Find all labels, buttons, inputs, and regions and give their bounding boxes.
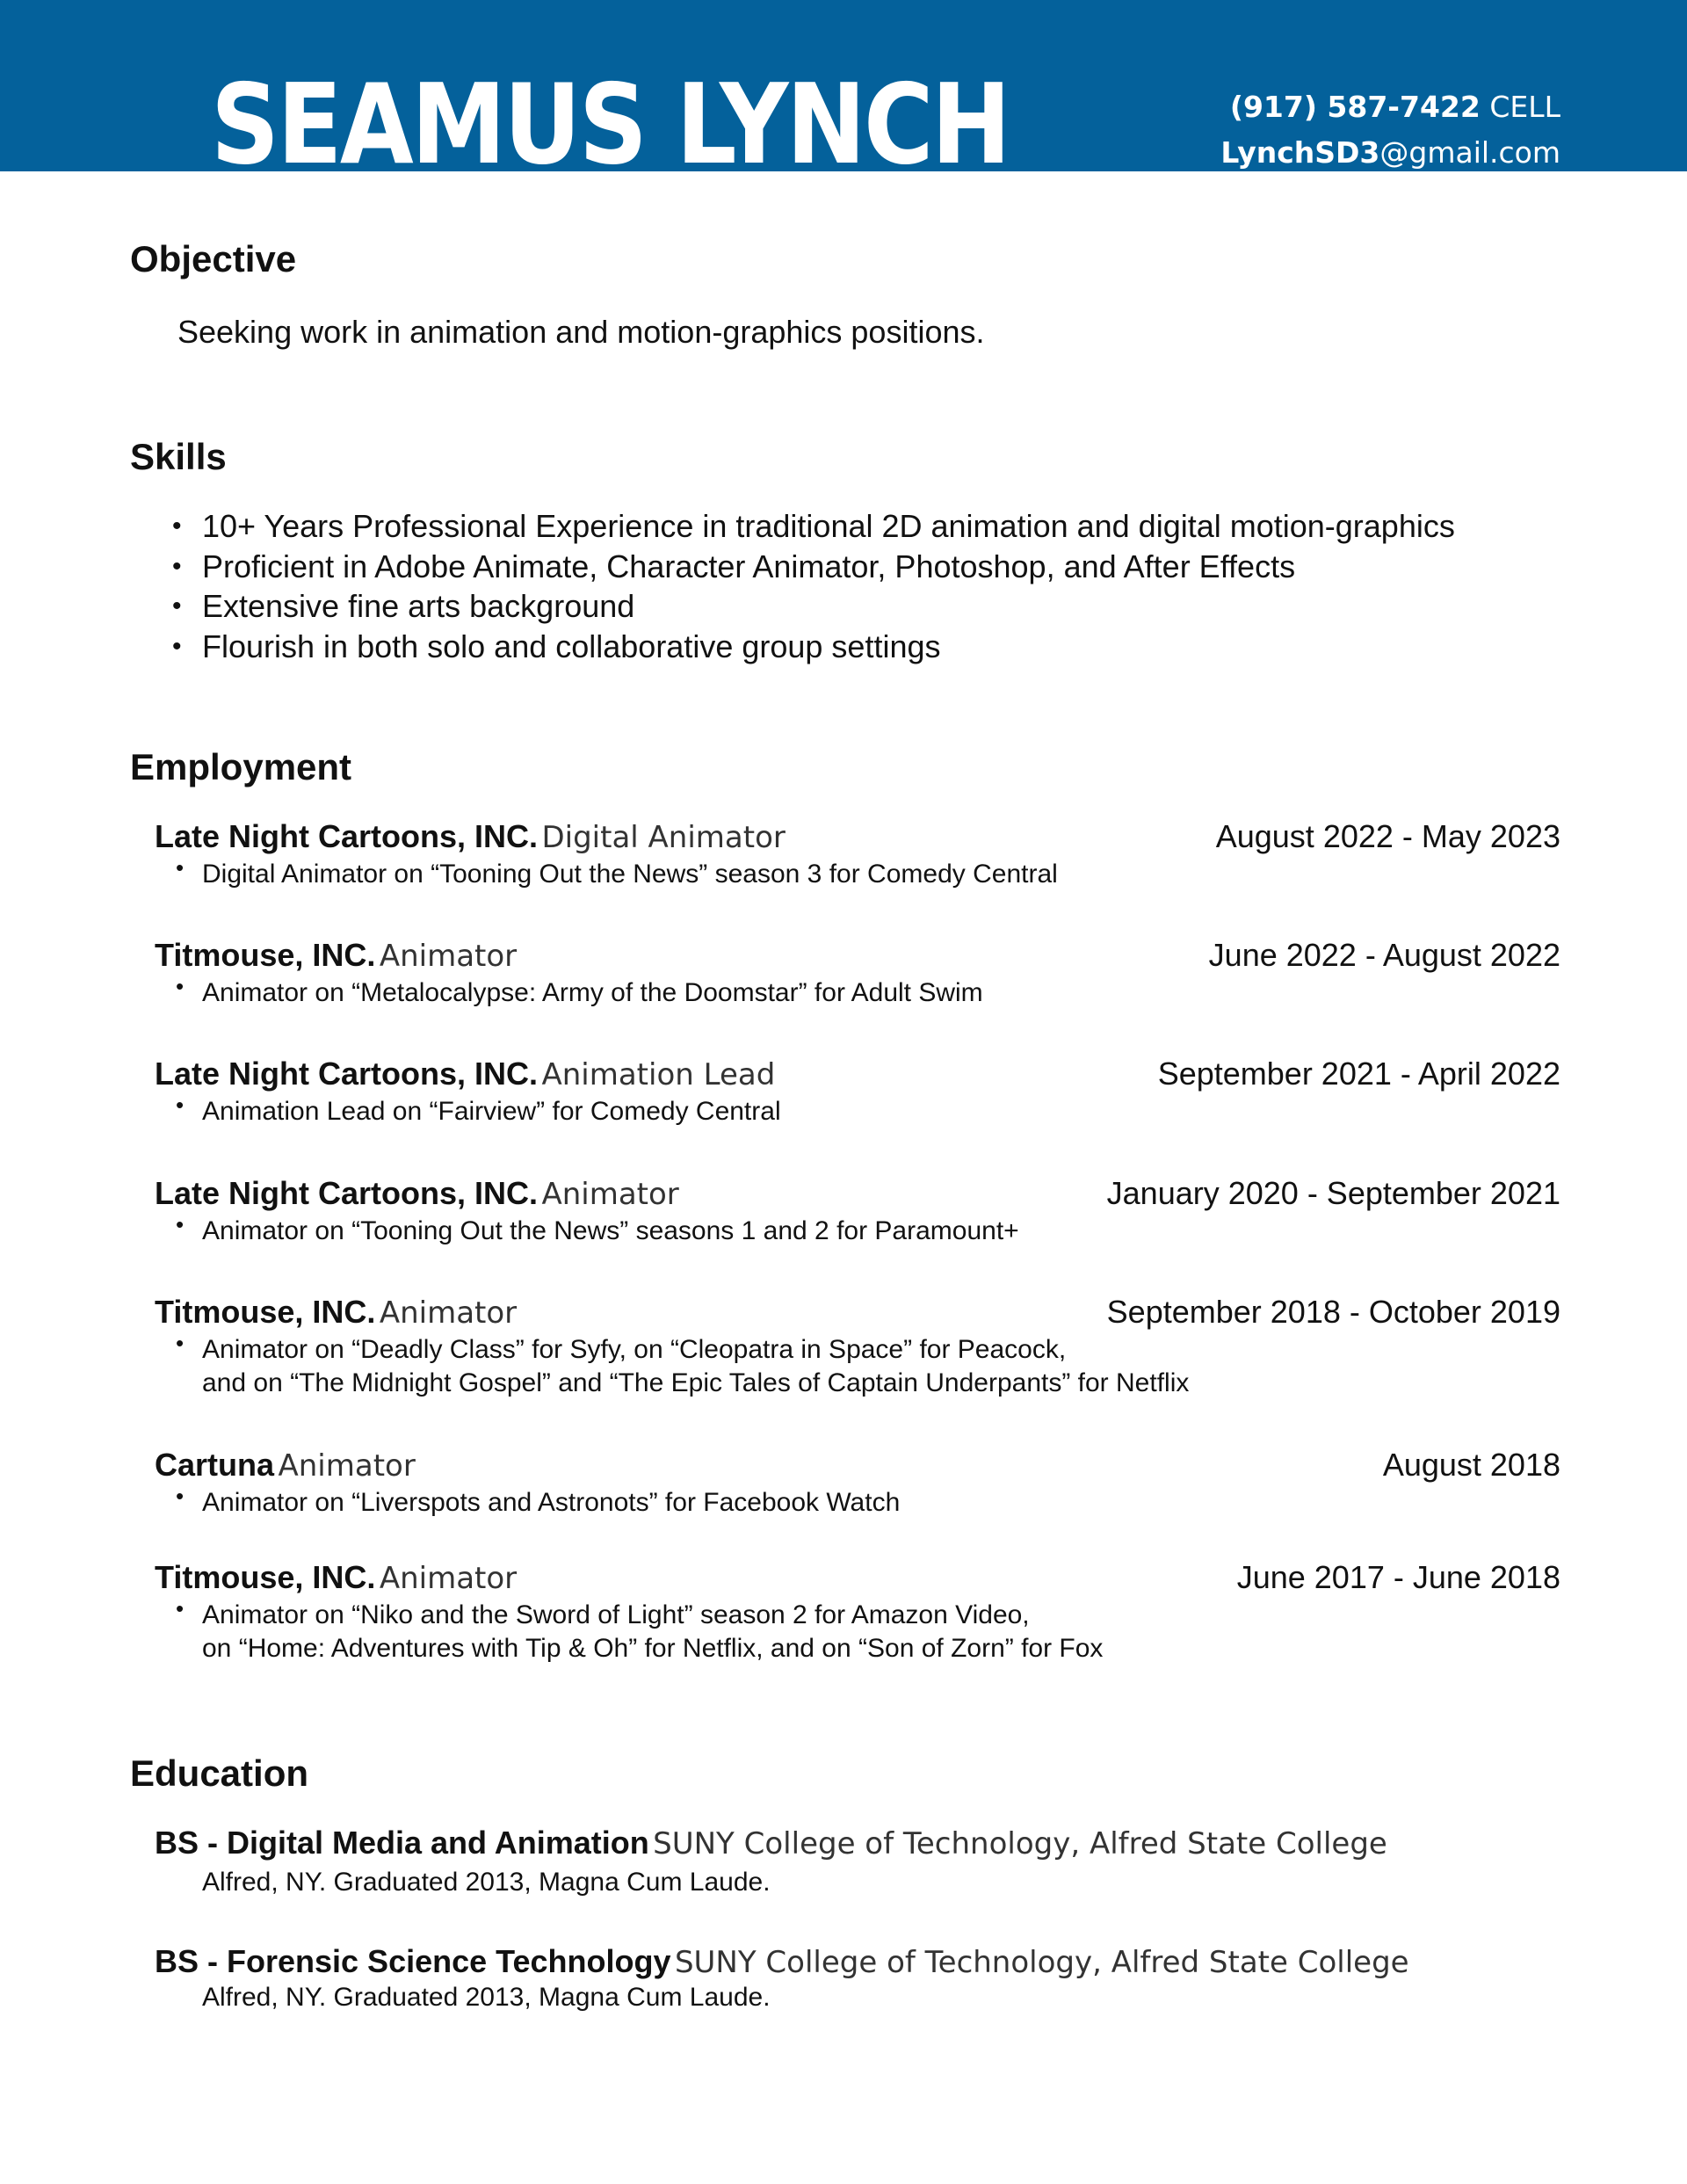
job-entry (155, 1053, 1560, 1128)
job-role: Animation Lead (541, 1057, 776, 1092)
bullet-icon: • (176, 854, 185, 881)
job-employer: Late Night Cartoons, INC. (155, 818, 539, 854)
objective-text: Seeking work in animation and motion-graphics positions. (177, 314, 985, 350)
bullet-icon: • (176, 973, 185, 999)
bullet-icon: • (176, 1595, 185, 1622)
bullet-icon: • (176, 1330, 185, 1356)
job-detail-item (155, 1632, 1560, 1665)
phone-label: CELL (1489, 90, 1560, 124)
job-detail-text: Animator on “Deadly Class” for Syfy, on “Cleopatra in Space” for Peacock, (202, 1335, 1067, 1364)
job-employer: Titmouse, INC. (155, 1294, 376, 1330)
job-entry (155, 1556, 1560, 1665)
job-details (155, 1595, 1560, 1665)
job-header (155, 934, 1560, 976)
job-detail-text: Animator on “Liverspots and Astronots” for Facebook Watch (202, 1488, 901, 1517)
job-details (155, 1330, 1560, 1400)
job-entry (155, 934, 1560, 1010)
job-detail-item (155, 1211, 1560, 1248)
job-role: Animator (379, 1561, 518, 1596)
job-entry (155, 1444, 1560, 1520)
job-dates: June 2022 - August 2022 (1208, 937, 1560, 973)
job-role: Digital Animator (541, 820, 786, 855)
job-detail-text: Animator on “Tooning Out the News” seasons 1 and 2 for Paramount+ (202, 1216, 1019, 1245)
education-entry (155, 1941, 1560, 2012)
skills-heading: Skills (130, 436, 227, 477)
edu-detail: Alfred, NY. Graduated 2013, Magna Cum Laude. (202, 1868, 771, 1897)
phone-number[interactable]: (917) 587-7422 (1229, 90, 1481, 124)
bullet-icon: • (176, 1483, 185, 1509)
job-detail-item (155, 1367, 1560, 1400)
job-entry (155, 1172, 1560, 1248)
job-header (155, 1172, 1560, 1215)
edu-degree: BS - Digital Media and Animation (155, 1825, 649, 1861)
edu-school: SUNY College of Technology, Alfred State College (653, 1826, 1387, 1861)
job-header (155, 816, 1560, 858)
job-details (155, 1092, 1560, 1128)
bullet-icon: • (176, 1211, 185, 1237)
edu-detail: Alfred, NY. Graduated 2013, Magna Cum Laude. (202, 1983, 771, 2012)
job-detail-item (155, 1483, 1560, 1520)
job-details (155, 1211, 1560, 1248)
skill-item: • Extensive fine arts background (172, 586, 1455, 627)
job-dates: September 2021 - April 2022 (1157, 1056, 1560, 1092)
education-entry (155, 1822, 1560, 1900)
job-employer: Titmouse, INC. (155, 937, 376, 973)
job-detail-text: Animation Lead on “Fairview” for Comedy Central (202, 1097, 781, 1126)
candidate-name: SEAMUS LYNCH (211, 60, 1010, 171)
job-detail-text: Animator on “Metalocalypse: Army of the Doomstar” for Adult Swim (202, 978, 983, 1007)
skills-list (172, 506, 1455, 666)
job-role: Animator (541, 1177, 679, 1212)
job-detail-text: Animator on “Niko and the Sword of Light” season 2 for Amazon Video, (202, 1600, 1030, 1629)
job-employer: Titmouse, INC. (155, 1559, 376, 1595)
email-domain: @gmail.com (1379, 135, 1560, 170)
employment-heading: Employment (130, 746, 352, 787)
job-dates: September 2018 - October 2019 (1106, 1294, 1560, 1330)
job-details (155, 973, 1560, 1010)
job-details (155, 1483, 1560, 1520)
edu-school: SUNY College of Technology, Alfred State College (674, 1945, 1409, 1980)
skill-item: • Proficient in Adobe Animate, Character Animator, Photoshop, and After Effects (172, 547, 1455, 587)
job-dates: January 2020 - September 2021 (1106, 1175, 1560, 1211)
email-user: LynchSD3 (1220, 135, 1380, 170)
skill-item: • Flourish in both solo and collaborative group settings (172, 627, 1455, 667)
job-dates: June 2017 - June 2018 (1236, 1559, 1560, 1595)
job-employer: Late Night Cartoons, INC. (155, 1175, 539, 1211)
job-entry (155, 1291, 1560, 1400)
job-detail-text: Digital Animator on “Tooning Out the News” season 3 for Comedy Central (202, 860, 1058, 889)
job-dates: August 2018 (1382, 1447, 1560, 1483)
job-role: Animator (379, 939, 518, 974)
job-detail-text: and on “The Midnight Gospel” and “The Epic Tales of Captain Underpants” for Netflix (202, 1368, 1190, 1397)
job-header (155, 1444, 1560, 1486)
job-detail-item (155, 854, 1560, 891)
bullet-icon: • (176, 1092, 185, 1118)
job-details (155, 854, 1560, 891)
skill-item: • 10+ Years Professional Experience in traditional 2D animation and digital motion-graphics (172, 506, 1455, 547)
job-header (155, 1053, 1560, 1095)
job-employer: Cartuna (155, 1447, 275, 1483)
job-dates: August 2022 - May 2023 (1215, 818, 1560, 854)
job-header (155, 1291, 1560, 1333)
job-entry (155, 816, 1560, 891)
edu-degree: BS - Forensic Science Technology (155, 1943, 671, 1979)
job-detail-item (155, 973, 1560, 1010)
job-detail-item (155, 1330, 1560, 1367)
job-detail-item (155, 1595, 1560, 1632)
education-heading: Education (130, 1752, 309, 1794)
job-role: Animator (278, 1448, 416, 1484)
objective-heading: Objective (130, 238, 297, 279)
job-header (155, 1556, 1560, 1599)
job-detail-item (155, 1092, 1560, 1128)
job-role: Animator (379, 1295, 518, 1331)
job-detail-text: on “Home: Adventures with Tip & Oh” for Netflix, and on “Son of Zorn” for Fox (202, 1634, 1104, 1663)
job-employer: Late Night Cartoons, INC. (155, 1056, 539, 1092)
